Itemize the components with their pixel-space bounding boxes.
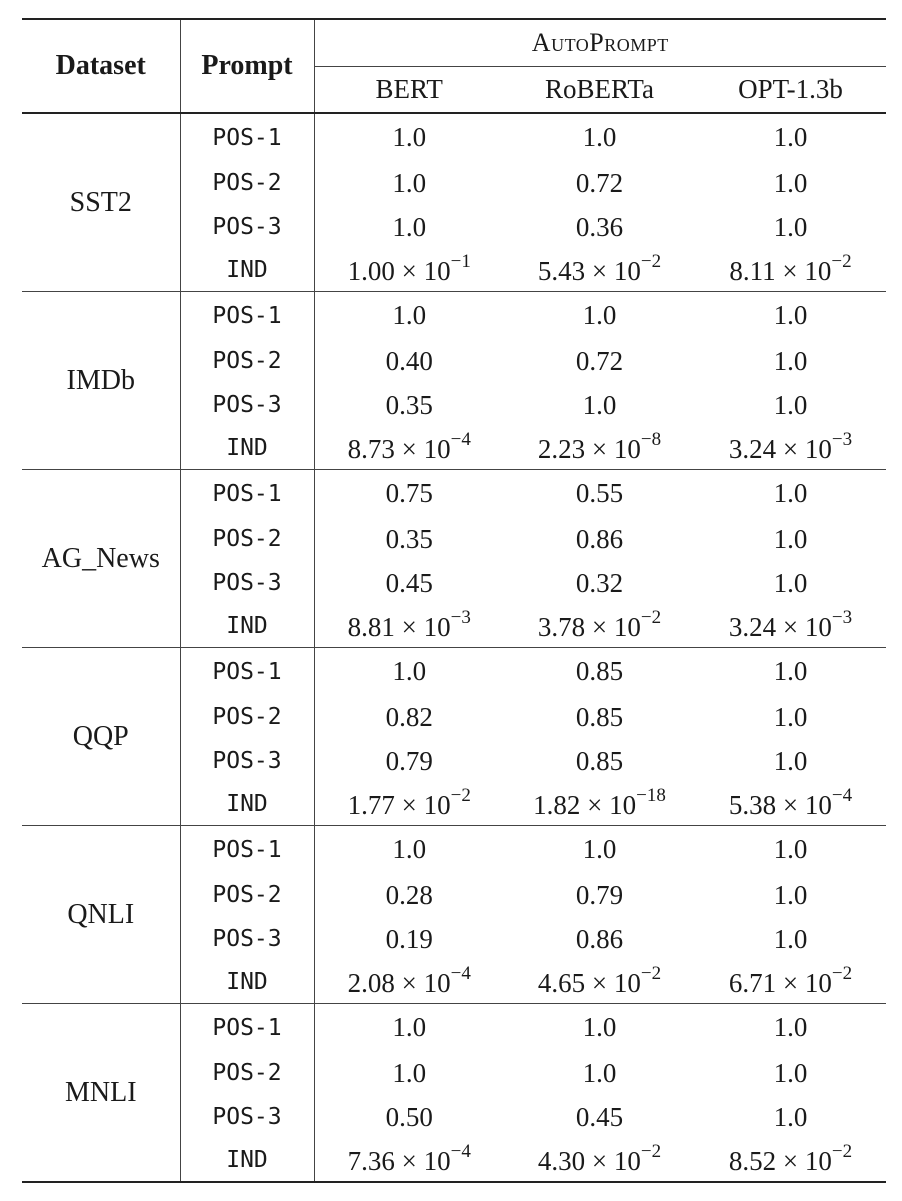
value-cell — [695, 739, 886, 783]
value-cell — [695, 205, 886, 249]
value-cell — [504, 961, 695, 1004]
model-header-roberta: RoBERTa — [504, 67, 695, 114]
value-mantissa: 1.0 — [773, 523, 808, 554]
value-mantissa: 1.0 — [773, 478, 808, 508]
value-cell — [504, 1004, 695, 1052]
value-mantissa: 1.0 — [773, 300, 808, 330]
value-cell — [504, 339, 695, 383]
value-mantissa: 1.0 — [773, 211, 808, 242]
value-cell — [314, 383, 504, 427]
value-mantissa: 1.0 — [582, 1057, 617, 1088]
value-exponent: −3 — [831, 428, 853, 450]
value-exponent: −4 — [831, 784, 853, 806]
value-cell — [695, 605, 886, 648]
value-mantissa: 0.79 — [385, 745, 433, 776]
value-mantissa: 0.32 — [575, 567, 624, 598]
prompt-cell: POS-3 — [180, 917, 314, 961]
value-mantissa: 1.0 — [392, 300, 427, 330]
value-exponent: −2 — [640, 962, 662, 984]
value-cell — [314, 1095, 504, 1139]
value-cell — [314, 1051, 504, 1095]
value-cell — [504, 783, 695, 826]
prompt-cell: POS-2 — [180, 873, 314, 917]
value-cell — [314, 917, 504, 961]
value-cell — [695, 427, 886, 470]
value-cell — [695, 648, 886, 696]
value-exponent: −2 — [640, 606, 662, 628]
value-mantissa: 1.0 — [773, 701, 808, 732]
value-cell — [504, 873, 695, 917]
value-cell — [314, 161, 504, 205]
value-exponent: −4 — [450, 962, 471, 984]
value-cell — [695, 917, 886, 961]
value-cell — [504, 292, 695, 340]
prompt-cell: IND — [180, 961, 314, 1004]
value-cell — [504, 383, 695, 427]
value-cell — [314, 292, 504, 340]
value-cell — [695, 113, 886, 161]
value-cell — [695, 249, 886, 292]
value-mantissa: 1.0 — [773, 1057, 808, 1088]
value-mantissa: 1.0 — [773, 567, 808, 598]
dataset-cell: SST2 — [22, 113, 180, 292]
value-exponent: −2 — [831, 250, 852, 272]
value-mantissa: 1.0 — [392, 834, 427, 864]
value-mantissa: 3.24 × 10 — [728, 611, 832, 642]
value-cell — [314, 605, 504, 648]
value-cell — [504, 470, 695, 518]
value-cell — [314, 1139, 504, 1182]
value-mantissa: 0.35 — [385, 389, 433, 420]
value-mantissa: 0.50 — [385, 1101, 433, 1132]
value-cell — [504, 113, 695, 161]
prompt-cell: POS-3 — [180, 1095, 314, 1139]
value-cell — [504, 161, 695, 205]
value-mantissa: 0.85 — [575, 656, 624, 686]
value-cell — [314, 826, 504, 874]
prompt-cell: POS-1 — [180, 292, 314, 340]
dataset-cell: QNLI — [22, 826, 180, 1004]
prompt-cell: POS-1 — [180, 648, 314, 696]
value-cell — [504, 648, 695, 696]
value-cell — [695, 383, 886, 427]
value-cell — [695, 1051, 886, 1095]
prompt-cell: POS-2 — [180, 339, 314, 383]
value-cell — [314, 205, 504, 249]
value-exponent: −4 — [450, 428, 471, 450]
prompt-cell: POS-1 — [180, 113, 314, 161]
value-cell — [695, 470, 886, 518]
value-cell — [314, 961, 504, 1004]
value-mantissa: 1.0 — [773, 1101, 808, 1132]
value-cell — [314, 873, 504, 917]
value-cell — [504, 517, 695, 561]
value-cell — [314, 517, 504, 561]
value-mantissa: 1.0 — [582, 389, 617, 420]
value-mantissa: 1.0 — [773, 122, 808, 152]
prompt-cell: POS-3 — [180, 561, 314, 605]
prompt-cell: POS-3 — [180, 205, 314, 249]
value-cell — [504, 561, 695, 605]
value-mantissa: 1.0 — [582, 834, 617, 864]
value-mantissa: 5.38 × 10 — [728, 789, 832, 820]
method-header-label: AutoPrompt — [531, 28, 669, 57]
value-cell — [504, 205, 695, 249]
value-mantissa: 0.72 — [575, 345, 624, 376]
value-exponent: −1 — [450, 250, 471, 272]
value-mantissa: 0.28 — [385, 879, 433, 910]
value-mantissa: 0.45 — [575, 1101, 624, 1132]
prompt-cell: IND — [180, 605, 314, 648]
value-cell — [695, 517, 886, 561]
prompt-cell: IND — [180, 249, 314, 292]
value-mantissa: 8.11 × 10 — [729, 255, 832, 286]
value-cell — [504, 427, 695, 470]
value-cell — [695, 1139, 886, 1182]
value-mantissa: 6.71 × 10 — [728, 967, 832, 998]
value-mantissa: 0.40 — [385, 345, 433, 376]
value-cell — [695, 561, 886, 605]
value-exponent: −2 — [640, 1140, 662, 1162]
prompt-cell: POS-1 — [180, 826, 314, 874]
value-mantissa: 0.19 — [385, 923, 433, 954]
value-exponent: −3 — [831, 606, 853, 628]
table-row — [22, 113, 886, 161]
value-exponent: −3 — [450, 606, 471, 628]
value-mantissa: 1.82 × 10 — [533, 789, 637, 820]
dataset-cell: IMDb — [22, 292, 180, 470]
value-cell — [695, 826, 886, 874]
value-mantissa: 0.55 — [575, 478, 624, 508]
value-cell — [695, 161, 886, 205]
value-cell — [504, 739, 695, 783]
value-mantissa: 1.0 — [392, 1012, 427, 1042]
value-mantissa: 1.0 — [392, 1057, 427, 1088]
prompt-cell: POS-2 — [180, 1051, 314, 1095]
value-cell — [695, 961, 886, 1004]
table-row — [22, 826, 886, 874]
value-mantissa: 1.0 — [773, 167, 808, 198]
value-cell — [504, 695, 695, 739]
prompt-cell: POS-3 — [180, 383, 314, 427]
value-cell — [695, 1095, 886, 1139]
value-cell — [314, 427, 504, 470]
value-mantissa: 2.23 × 10 — [537, 433, 641, 464]
table-body — [22, 113, 886, 1182]
value-mantissa: 3.24 × 10 — [728, 433, 832, 464]
value-cell — [314, 249, 504, 292]
value-mantissa: 0.85 — [575, 745, 624, 776]
prompt-cell: POS-2 — [180, 161, 314, 205]
value-mantissa: 0.82 — [385, 701, 433, 732]
value-cell — [314, 648, 504, 696]
method-header — [314, 19, 886, 67]
table-row — [22, 292, 886, 340]
value-mantissa: 0.45 — [385, 567, 433, 598]
value-mantissa: 0.86 — [575, 923, 624, 954]
table-row — [22, 648, 886, 696]
prompt-cell: POS-2 — [180, 517, 314, 561]
value-mantissa: 1.0 — [773, 656, 808, 686]
value-cell — [695, 1004, 886, 1052]
table-row — [22, 470, 886, 518]
dataset-cell: QQP — [22, 648, 180, 826]
value-exponent: −2 — [640, 250, 662, 272]
value-cell — [695, 873, 886, 917]
value-mantissa: 2.08 × 10 — [347, 967, 451, 998]
value-mantissa: 1.0 — [392, 211, 427, 242]
model-header-bert: BERT — [314, 67, 504, 114]
value-exponent: −18 — [636, 784, 666, 806]
value-cell — [314, 561, 504, 605]
value-cell — [504, 1051, 695, 1095]
value-cell — [314, 113, 504, 161]
value-cell — [504, 826, 695, 874]
value-mantissa: 1.0 — [773, 345, 808, 376]
results-table — [22, 18, 886, 1183]
dataset-column-header: Dataset — [22, 19, 180, 113]
value-cell — [314, 695, 504, 739]
value-cell — [504, 1095, 695, 1139]
value-cell — [314, 783, 504, 826]
value-mantissa: 1.0 — [582, 1012, 617, 1042]
value-mantissa: 0.36 — [575, 211, 624, 242]
value-mantissa: 1.0 — [773, 389, 808, 420]
dataset-cell: AG_News — [22, 470, 180, 648]
prompt-cell: POS-2 — [180, 695, 314, 739]
value-mantissa: 8.52 × 10 — [728, 1145, 832, 1176]
value-cell — [695, 695, 886, 739]
value-mantissa: 1.00 × 10 — [347, 255, 451, 286]
value-mantissa: 8.81 × 10 — [347, 611, 451, 642]
value-mantissa: 1.0 — [582, 300, 617, 330]
prompt-cell: IND — [180, 1139, 314, 1182]
value-cell — [314, 1004, 504, 1052]
value-mantissa: 1.0 — [773, 1012, 808, 1042]
value-cell — [504, 249, 695, 292]
prompt-cell: IND — [180, 783, 314, 826]
prompt-cell: POS-1 — [180, 1004, 314, 1052]
value-mantissa: 5.43 × 10 — [537, 255, 641, 286]
value-mantissa: 1.0 — [773, 834, 808, 864]
value-mantissa: 1.0 — [582, 122, 617, 152]
value-mantissa: 1.77 × 10 — [347, 789, 451, 820]
value-mantissa: 4.65 × 10 — [537, 967, 641, 998]
value-exponent: −2 — [450, 784, 471, 806]
value-mantissa: 1.0 — [773, 745, 808, 776]
table-row — [22, 1004, 886, 1052]
value-cell — [314, 470, 504, 518]
prompt-cell: POS-1 — [180, 470, 314, 518]
value-cell — [314, 339, 504, 383]
value-exponent: −8 — [640, 428, 662, 450]
value-exponent: −2 — [831, 1140, 853, 1162]
value-mantissa: 1.0 — [392, 656, 427, 686]
value-cell — [695, 339, 886, 383]
value-mantissa: 1.0 — [773, 879, 808, 910]
prompt-column-header: Prompt — [180, 19, 314, 113]
value-cell — [504, 605, 695, 648]
value-cell — [504, 917, 695, 961]
value-mantissa: 0.72 — [575, 167, 624, 198]
value-mantissa: 0.85 — [575, 701, 624, 732]
value-mantissa: 1.0 — [773, 923, 808, 954]
value-mantissa: 1.0 — [392, 167, 427, 198]
prompt-cell: IND — [180, 427, 314, 470]
value-mantissa: 0.79 — [575, 879, 624, 910]
value-mantissa: 0.75 — [385, 478, 433, 508]
model-header-opt: OPT-1.3b — [695, 67, 886, 114]
value-cell — [504, 1139, 695, 1182]
value-mantissa: 8.73 × 10 — [347, 433, 451, 464]
value-mantissa: 7.36 × 10 — [347, 1145, 451, 1176]
value-exponent: −4 — [450, 1140, 471, 1162]
value-exponent: −2 — [831, 962, 853, 984]
value-cell — [314, 739, 504, 783]
value-cell — [695, 783, 886, 826]
value-mantissa: 4.30 × 10 — [537, 1145, 641, 1176]
dataset-cell: MNLI — [22, 1004, 180, 1183]
value-mantissa: 0.86 — [575, 523, 624, 554]
value-cell — [695, 292, 886, 340]
prompt-cell: POS-3 — [180, 739, 314, 783]
value-mantissa: 1.0 — [392, 122, 427, 152]
value-mantissa: 0.35 — [385, 523, 433, 554]
value-mantissa: 3.78 × 10 — [537, 611, 641, 642]
